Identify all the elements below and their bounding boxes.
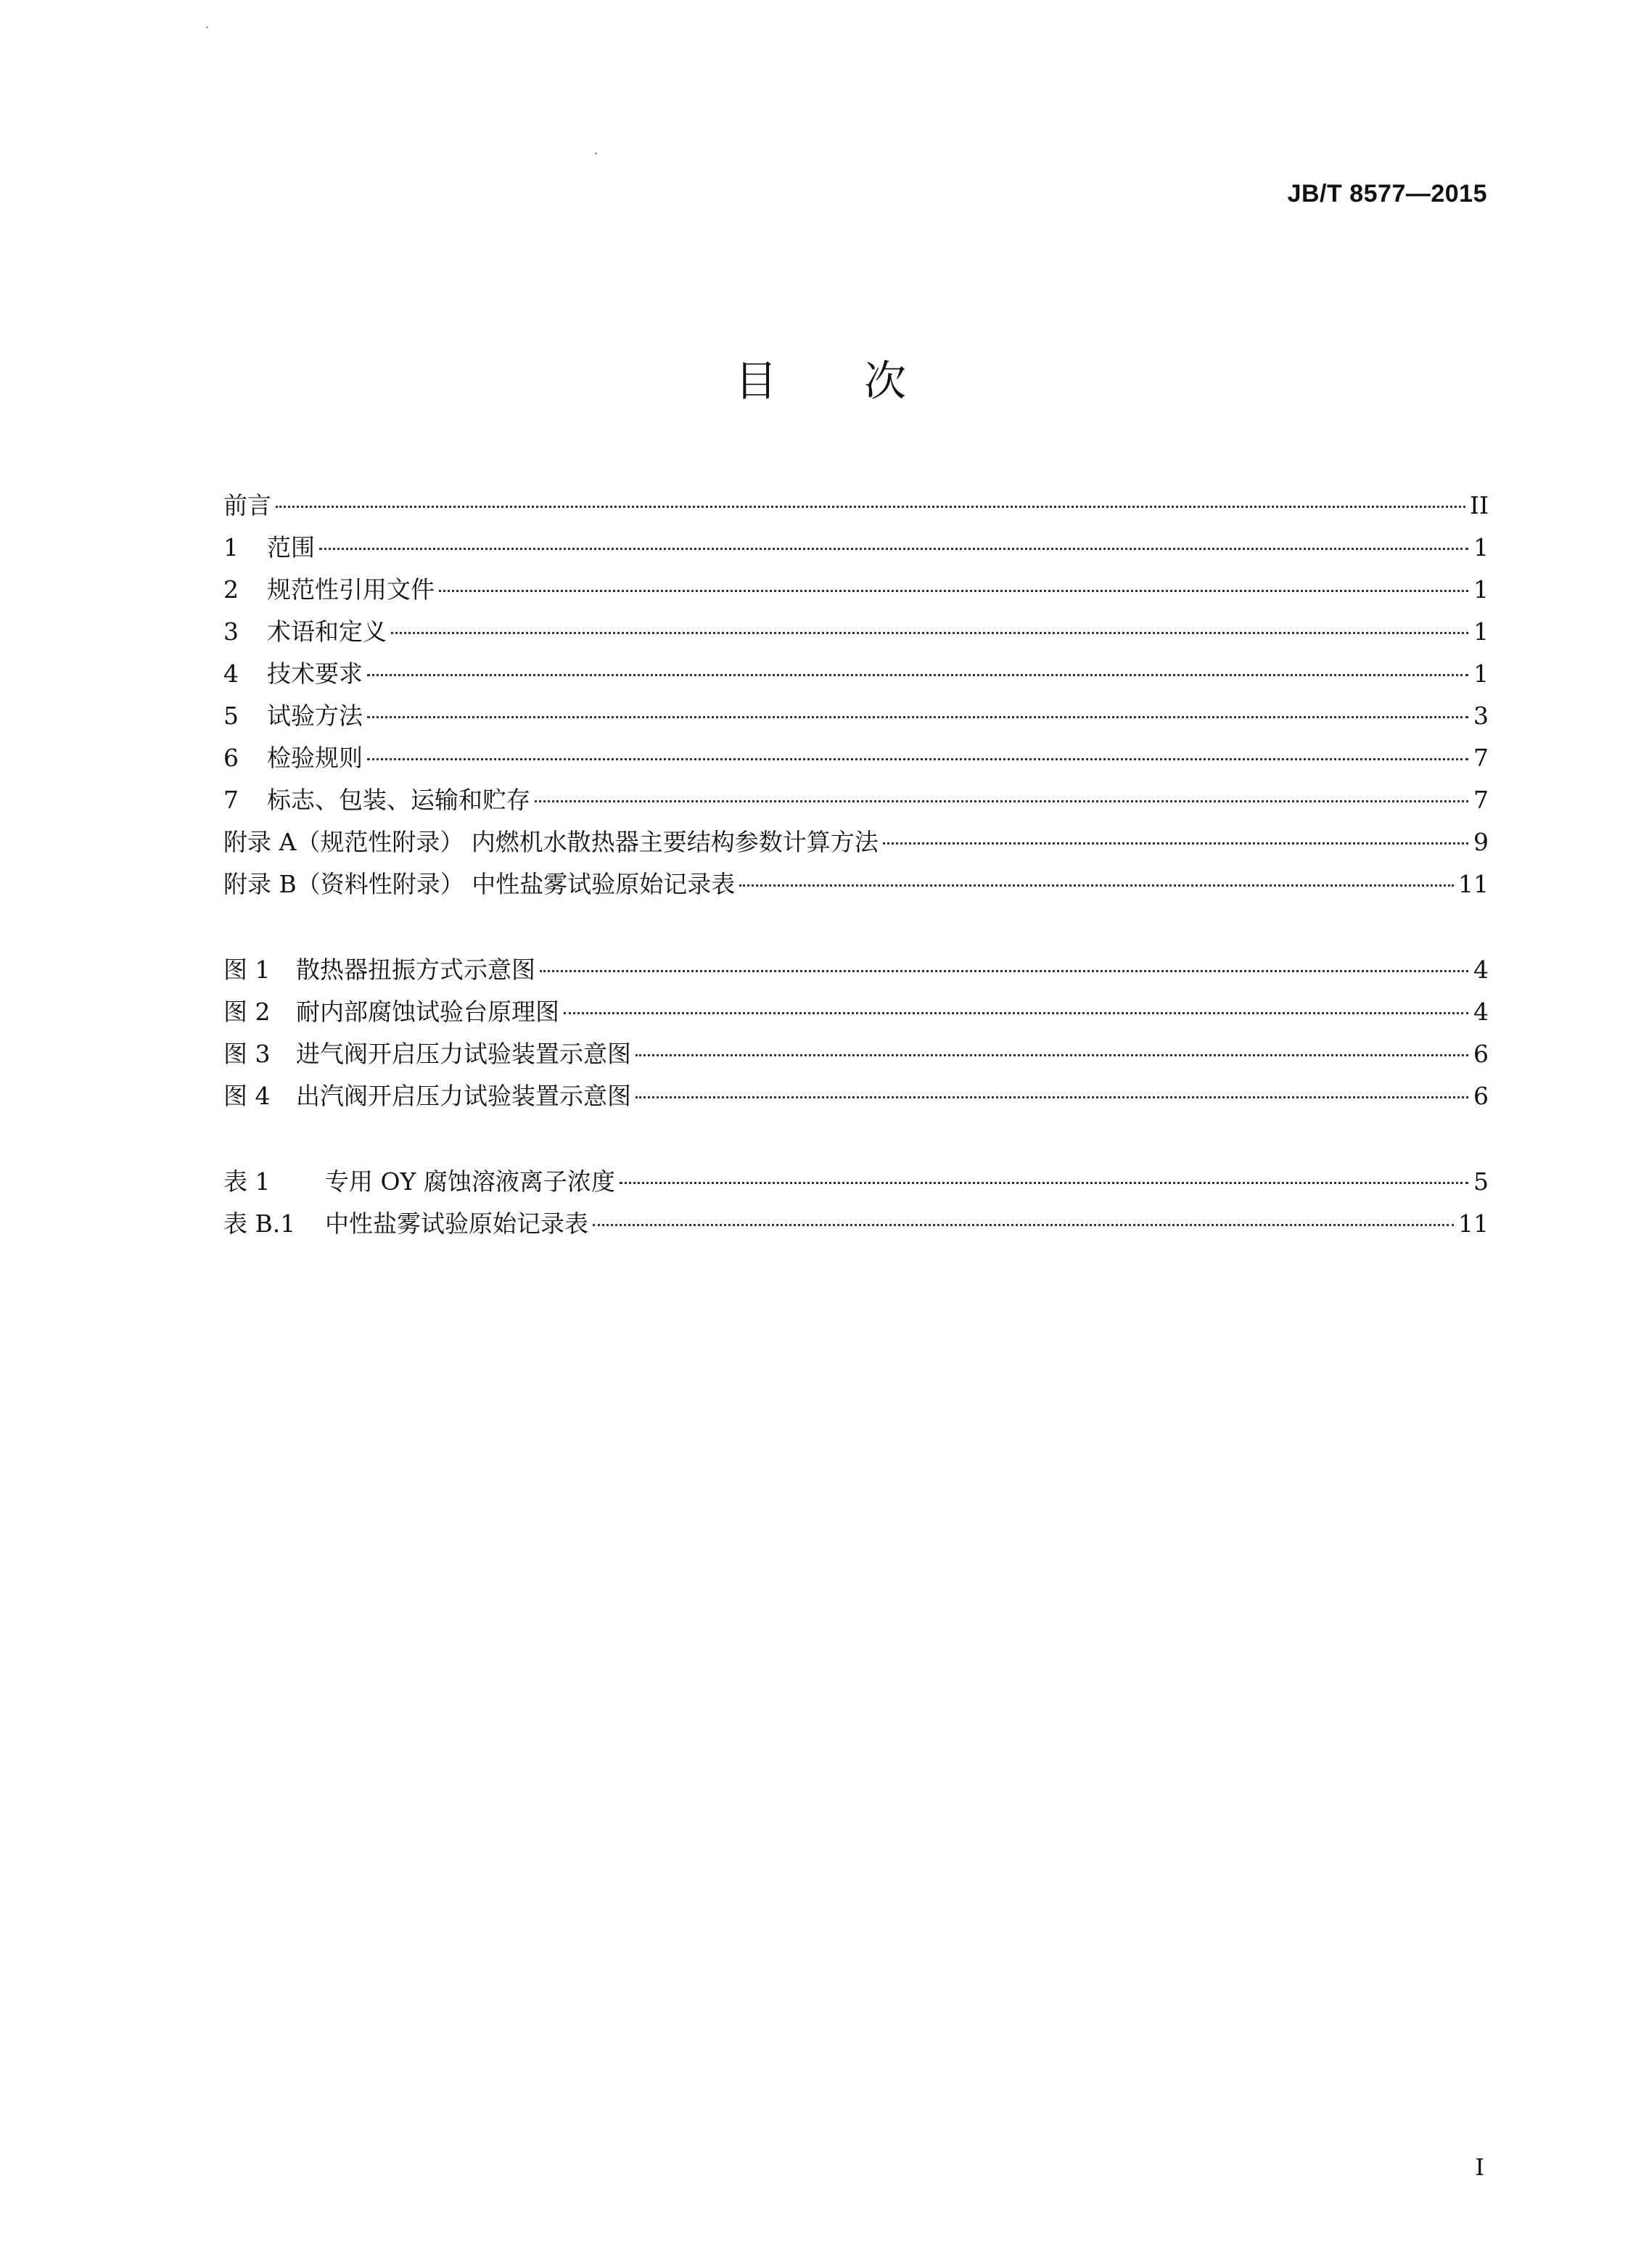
toc-entry-page: 5 xyxy=(1473,1167,1489,1196)
toc-entry-page: 4 xyxy=(1473,956,1489,984)
toc-entry-number: 1 xyxy=(223,533,239,562)
toc-entry-number: 表 1 xyxy=(223,1167,271,1196)
toc-entry[interactable] xyxy=(223,611,1489,653)
toc-sections xyxy=(223,485,1489,905)
toc-entry-page: 1 xyxy=(1473,575,1489,604)
toc-dot-leader xyxy=(367,758,1468,760)
toc-dot-leader xyxy=(636,1096,1468,1098)
toc-entry-title: 检验规则 xyxy=(267,744,363,772)
toc-dot-leader xyxy=(883,842,1468,845)
toc-dot-leader xyxy=(564,1012,1468,1014)
toc-dot-leader xyxy=(391,632,1468,634)
toc-entry-page: 11 xyxy=(1458,1209,1489,1238)
toc-entry-title: 进气阀开启压力试验装置示意图 xyxy=(296,1040,631,1068)
toc-entry-title: 试验方法 xyxy=(267,702,363,730)
toc-entry-title: 专用 OY 腐蚀溶液离子浓度 xyxy=(325,1167,615,1196)
toc-entry-title: 规范性引用文件 xyxy=(267,575,435,604)
toc-entry-page: 4 xyxy=(1473,998,1489,1026)
toc-entry-page: 1 xyxy=(1473,533,1489,562)
toc-entry-page: 1 xyxy=(1473,660,1489,688)
toc-dot-leader xyxy=(540,970,1468,972)
toc-entry-page: 11 xyxy=(1458,870,1489,898)
toc-dot-leader xyxy=(439,590,1468,592)
toc-entry-page: 3 xyxy=(1473,702,1489,730)
toc-tables xyxy=(223,1161,1489,1245)
toc-entry[interactable] xyxy=(223,863,1489,905)
page-number: I xyxy=(1475,2153,1484,2181)
toc-entry-number: 图 2 xyxy=(223,998,271,1026)
toc-entry[interactable] xyxy=(223,949,1489,991)
toc-entry-page: 1 xyxy=(1473,617,1489,646)
toc-entry[interactable] xyxy=(223,569,1489,611)
toc-entry-title: 附录 A（规范性附录） 内燃机水散热器主要结构参数计算方法 xyxy=(223,828,879,856)
toc-entry-number: 5 xyxy=(223,702,239,730)
toc-entry-page: 6 xyxy=(1473,1082,1489,1110)
toc-entry-number: 4 xyxy=(223,660,239,688)
toc-entry-title: 中性盐雾试验原始记录表 xyxy=(325,1209,588,1238)
toc-entry-number: 3 xyxy=(223,617,239,646)
scan-speck xyxy=(206,26,208,28)
toc-dot-leader xyxy=(620,1182,1468,1184)
toc-entry[interactable] xyxy=(223,485,1489,527)
table-of-contents xyxy=(223,485,1489,1245)
toc-entry[interactable] xyxy=(223,1161,1489,1203)
toc-entry-number: 6 xyxy=(223,744,239,772)
toc-entry-number: 表 B.1 xyxy=(223,1209,296,1238)
toc-figures xyxy=(223,949,1489,1117)
toc-entry-number: 图 1 xyxy=(223,956,271,984)
toc-dot-leader xyxy=(319,548,1468,550)
toc-entry-number: 图 3 xyxy=(223,1040,271,1068)
toc-entry-number: 2 xyxy=(223,575,239,604)
toc-entry-number: 7 xyxy=(223,786,239,814)
toc-entry[interactable] xyxy=(223,1033,1489,1075)
toc-dot-leader xyxy=(367,716,1468,718)
scan-speck xyxy=(595,152,597,155)
toc-entry[interactable] xyxy=(223,821,1489,863)
toc-entry[interactable] xyxy=(223,653,1489,695)
toc-dot-leader xyxy=(593,1224,1454,1226)
toc-entry-title: 范围 xyxy=(267,533,315,562)
toc-entry-page: 9 xyxy=(1473,828,1489,856)
toc-entry[interactable] xyxy=(223,991,1489,1033)
page-title: 目次 xyxy=(734,356,993,406)
toc-dot-leader xyxy=(535,800,1468,802)
toc-entry[interactable] xyxy=(223,1203,1489,1245)
toc-entry-title: 术语和定义 xyxy=(267,617,387,646)
toc-entry-page: 7 xyxy=(1473,786,1489,814)
toc-entry[interactable] xyxy=(223,779,1489,821)
toc-entry-title: 前言 xyxy=(223,491,271,519)
toc-entry-number: 图 4 xyxy=(223,1082,271,1110)
toc-entry-page: 6 xyxy=(1473,1040,1489,1068)
toc-entry-title: 标志、包装、运输和贮存 xyxy=(267,786,530,814)
toc-entry-title: 散热器扭振方式示意图 xyxy=(296,956,535,984)
toc-dot-leader xyxy=(739,884,1454,887)
toc-entry-title: 耐内部腐蚀试验台原理图 xyxy=(296,998,559,1026)
toc-entry[interactable] xyxy=(223,737,1489,779)
toc-entry-page: 7 xyxy=(1473,744,1489,772)
toc-entry-title: 出汽阀开启压力试验装置示意图 xyxy=(296,1082,631,1110)
toc-dot-leader xyxy=(367,674,1468,676)
toc-entry[interactable] xyxy=(223,1075,1489,1117)
toc-entry-title: 附录 B（资料性附录） 中性盐雾试验原始记录表 xyxy=(223,870,736,898)
toc-entry[interactable] xyxy=(223,695,1489,737)
standard-code: JB/T 8577—2015 xyxy=(1287,180,1487,208)
toc-entry[interactable] xyxy=(223,527,1489,569)
toc-dot-leader xyxy=(276,506,1465,508)
toc-entry-page: II xyxy=(1469,491,1489,519)
toc-entry-title: 技术要求 xyxy=(267,660,363,688)
toc-dot-leader xyxy=(636,1054,1468,1056)
